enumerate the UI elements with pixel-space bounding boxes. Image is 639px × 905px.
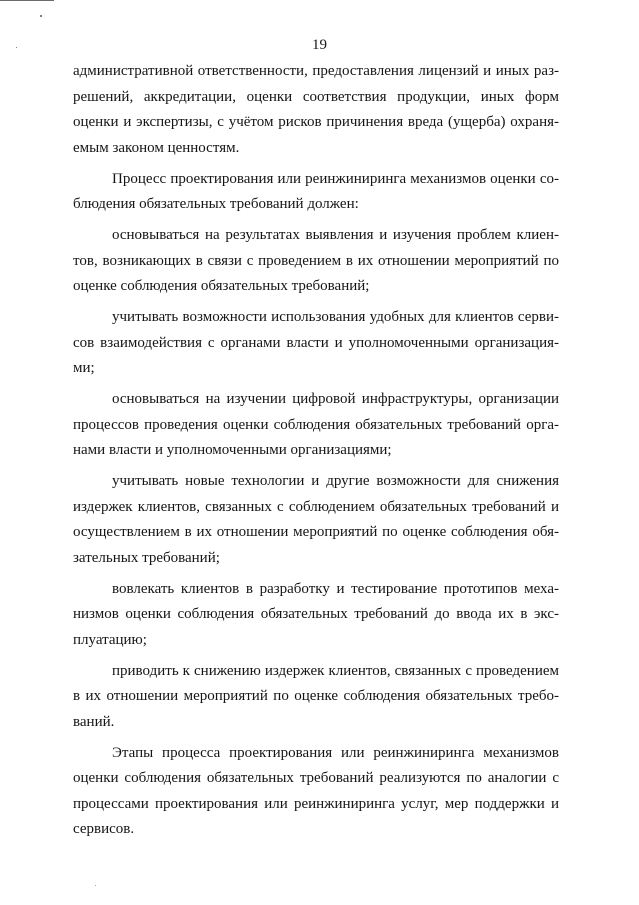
text-line: процессами проектирования или реинжиниринга услуг, мер поддержки и xyxy=(73,795,559,812)
text-line: процессов проведения оценки соблюдения обязательных требований орга- xyxy=(73,416,559,433)
document-body xyxy=(73,59,559,843)
text-line: низмов оценки соблюдения обязательных требований до ввода их в экс- xyxy=(73,606,559,622)
scan-speck xyxy=(95,885,96,886)
text-line: ваний. xyxy=(73,713,115,730)
text-line: зательных требований; xyxy=(73,549,220,566)
text-line: Этапы процесса проектирования или реинжиниринга механизмов xyxy=(112,744,559,761)
scan-speck xyxy=(40,15,42,17)
paragraph xyxy=(73,387,559,464)
text-line: основываться на результатах выявления и изучения проблем клиен- xyxy=(112,227,559,243)
paragraph xyxy=(73,167,559,218)
text-line: оценки соблюдения обязательных требований реализуются по аналогии с xyxy=(73,770,559,786)
paragraph xyxy=(73,305,559,382)
text-line: в их отношении мероприятий по оценке соблюдения обязательных требо- xyxy=(73,688,559,704)
text-line: тов, возникающих в связи с проведением в их отношении мероприятий по xyxy=(73,252,559,269)
text-line: плуатацию; xyxy=(73,631,147,648)
scan-edge-mark xyxy=(0,0,54,1)
text-line: осуществлением в их отношении мероприятий по оценке соблюдения обя- xyxy=(73,524,559,540)
text-line: учитывать новые технологии и другие возможности для снижения xyxy=(112,473,559,489)
text-line: административной ответственности, предоставления лицензий и иных раз- xyxy=(73,63,559,79)
text-line: решений, аккредитации, оценки соответствия продукции, иных форм xyxy=(73,88,559,105)
text-line: емым законом ценностям. xyxy=(73,139,240,156)
text-line: оценки и экспертизы, с учётом рисков причинения вреда (ущерба) охраня- xyxy=(73,114,559,130)
page-number: 19 xyxy=(312,37,327,53)
text-line: издержек клиентов, связанных с соблюдением обязательных требований и xyxy=(73,498,559,515)
text-line: вовлекать клиентов в разработку и тестирование прототипов меха- xyxy=(112,580,559,597)
text-line: блюдения обязательных требований должен: xyxy=(73,196,359,212)
paragraph xyxy=(73,59,559,161)
paragraph xyxy=(73,223,559,300)
paragraph xyxy=(73,741,559,843)
text-line: приводить к снижению издержек клиентов, связанных с проведением xyxy=(112,662,559,679)
text-line: сов взаимодействия с органами власти и уполномоченными организация- xyxy=(73,334,559,351)
paragraph xyxy=(73,577,559,654)
text-line: учитывать возможности использования удобных для клиентов серви- xyxy=(112,309,559,325)
text-line: Процесс проектирования или реинжиниринга механизмов оценки со- xyxy=(112,170,559,187)
text-line: оценке соблюдения обязательных требований; xyxy=(73,278,370,294)
text-line: основываться на изучении цифровой инфраструктуры, организации xyxy=(112,391,559,407)
text-line: сервисов. xyxy=(73,821,135,837)
text-line: нами власти и уполномоченными организациями; xyxy=(73,442,392,458)
paragraph xyxy=(73,469,559,571)
text-line: ми; xyxy=(73,360,95,376)
paragraph xyxy=(73,659,559,736)
